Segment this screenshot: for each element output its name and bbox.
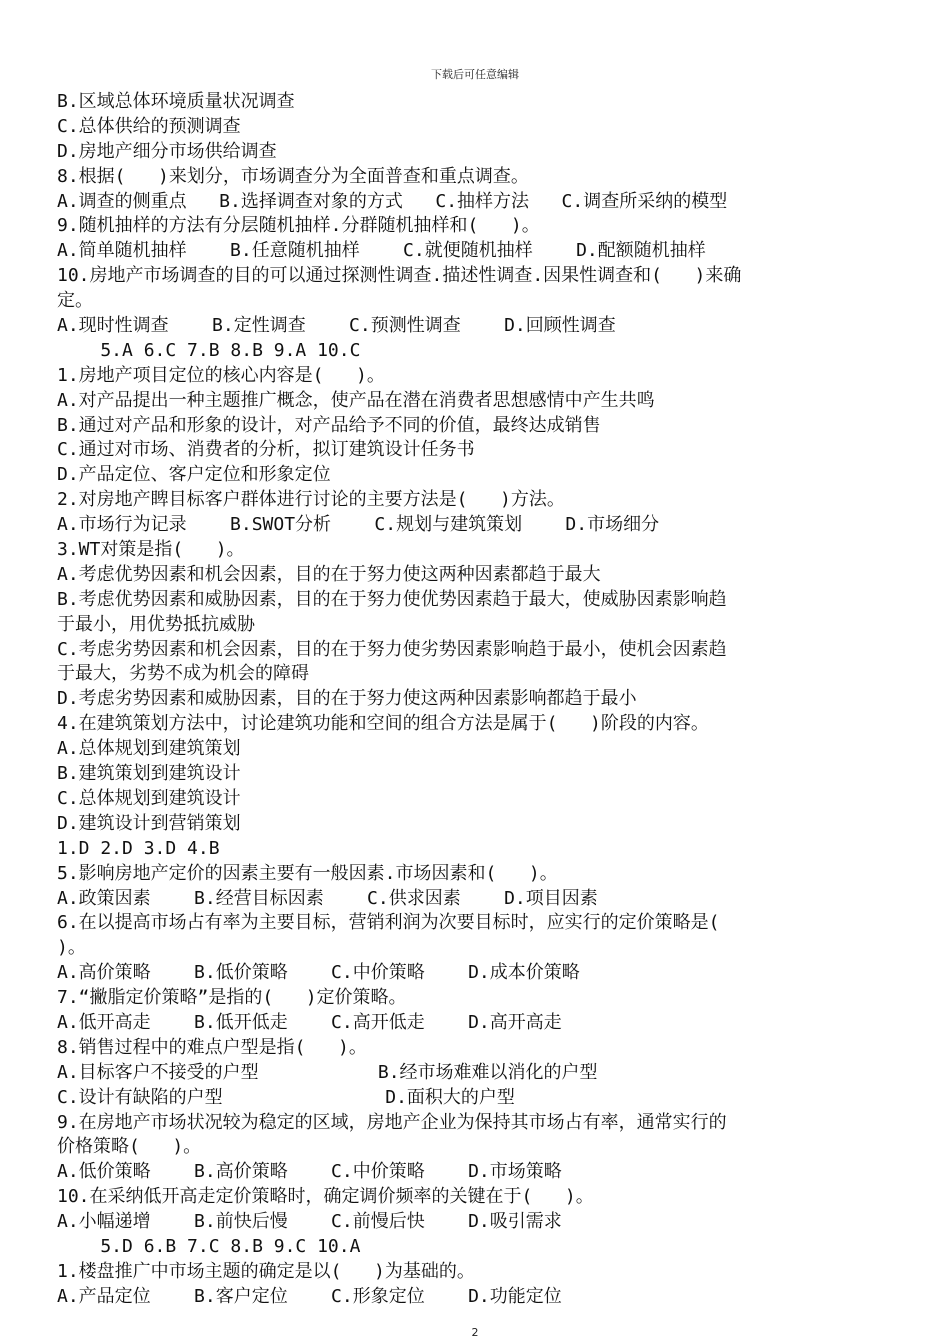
text-line: 于最小，用优势抵抗威胁 (57, 613, 255, 635)
text-line: 5.影响房地产定价的因素主要有一般因素.市场因素和( )。 (57, 862, 558, 884)
text-line: 10.房地产市场调查的目的可以通过探测性调查.描述性调查.因果性调查和( )来确 (57, 265, 742, 287)
text-line: A.总体规划到建筑策划 (57, 738, 241, 760)
text-line: B.考虑优势因素和威胁因素，目的在于努力使优势因素趋于最大，使威胁因素影响趋 (57, 588, 727, 610)
text-line: B.建筑策划到建筑设计 (57, 763, 241, 785)
text-line: C.考虑劣势因素和机会因素，目的在于努力使劣势因素影响趋于最小，使机会因素趋 (57, 638, 727, 660)
text-line: 1.楼盘推广中市场主题的确定是以( )为基础的。 (57, 1260, 475, 1282)
document-body (57, 90, 897, 1310)
text-line: 于最大，劣势不成为机会的障碍 (57, 663, 309, 685)
text-line: D.产品定位、客户定位和形象定位 (57, 464, 331, 486)
text-line: 9.随机抽样的方法有分层随机抽样.分群随机抽样和( )。 (57, 215, 540, 237)
text-line: C.总体供给的预测调查 (57, 115, 241, 137)
text-line: A.目标客户不接受的户型 B.经市场难难以消化的户型 (57, 1061, 598, 1083)
text-line: D.建筑设计到营销策划 (57, 812, 241, 834)
text-line: 5.D 6.B 7.C 8.B 9.C 10.A (57, 1235, 361, 1257)
text-line: A.高价策略 B.低价策略 C.中价策略 D.成本价策略 (57, 962, 580, 984)
text-line: A.小幅递增 B.前快后慢 C.前慢后快 D.吸引需求 (57, 1211, 562, 1233)
text-line: 定。 (57, 290, 93, 312)
text-line: 4.在建筑策划方法中，讨论建筑功能和空间的组合方法是属于( )阶段的内容。 (57, 713, 709, 735)
text-line: A.简单随机抽样 B.任意随机抽样 C.就便随机抽样 D.配额随机抽样 (57, 240, 706, 262)
text-line: 1.D 2.D 3.D 4.B (57, 837, 220, 859)
text-line: )。 (57, 937, 86, 959)
text-line: A.考虑优势因素和机会因素，目的在于努力使这两种因素都趋于最大 (57, 563, 601, 585)
text-line: C.设计有缺陷的户型 D.面积大的户型 (57, 1086, 515, 1108)
text-line: 5.A 6.C 7.B 8.B 9.A 10.C (57, 339, 361, 361)
text-line: A.市场行为记录 B.SWOT分析 C.规划与建筑策划 D.市场细分 (57, 514, 660, 536)
text-line: D.房地产细分市场供给调查 (57, 140, 277, 162)
text-line: 9.在房地产市场状况较为稳定的区域，房地产企业为保持其市场占有率，通常实行的 (57, 1111, 727, 1133)
text-line: A.政策因素 B.经营目标因素 C.供求因素 D.项目因素 (57, 887, 598, 909)
text-line: A.低价策略 B.高价策略 C.中价策略 D.市场策略 (57, 1161, 562, 1183)
text-line: 2.对房地产睥目标客户群体进行讨论的主要方法是( )方法。 (57, 489, 565, 511)
text-line: 7.“撇脂定价策略”是指的( )定价策略。 (57, 987, 407, 1009)
text-line: C.通过对市场、消费者的分析，拟订建筑设计任务书 (57, 439, 475, 461)
text-line: 6.在以提高市场占有率为主要目标，营销利润为次要目标时，应实行的定价策略是( (57, 912, 720, 934)
text-line: 10.在采纳低开高走定价策略时，确定调价频率的关键在于( )。 (57, 1186, 594, 1208)
text-line: C.总体规划到建筑设计 (57, 787, 241, 809)
text-line: 8.根据( )来划分，市场调查分为全面普查和重点调查。 (57, 165, 529, 187)
page-header: 下载后可任意编辑 (431, 68, 519, 81)
text-line: D.考虑劣势因素和威胁因素，目的在于努力使这两种因素影响都趋于最小 (57, 688, 637, 710)
text-line: A.低开高走 B.低开低走 C.高开低走 D.高开高走 (57, 1011, 562, 1033)
text-line: 1.房地产项目定位的核心内容是( )。 (57, 364, 385, 386)
text-line: 价格策略( )。 (57, 1136, 202, 1158)
text-line: 3.WT对策是指( )。 (57, 539, 245, 561)
text-line: A.调查的侧重点 B.选择调查对象的方式 C.抽样方法 C.调查所采纳的模型 (57, 190, 728, 212)
text-line: B.区域总体环境质量状况调查 (57, 91, 295, 112)
text-line: 8.销售过程中的难点户型是指( )。 (57, 1036, 367, 1058)
page-number: 2 (471, 1326, 479, 1339)
text-line: A.对产品提出一种主题推广概念，使产品在潜在消费者思想感情中产生共鸣 (57, 389, 655, 411)
text-line: A.现时性调查 B.定性调查 C.预测性调查 D.回顾性调查 (57, 315, 616, 337)
text-line: B.通过对产品和形象的设计，对产品给予不同的价值，最终达成销售 (57, 414, 601, 436)
text-line: A.产品定位 B.客户定位 C.形象定位 D.功能定位 (57, 1285, 562, 1307)
